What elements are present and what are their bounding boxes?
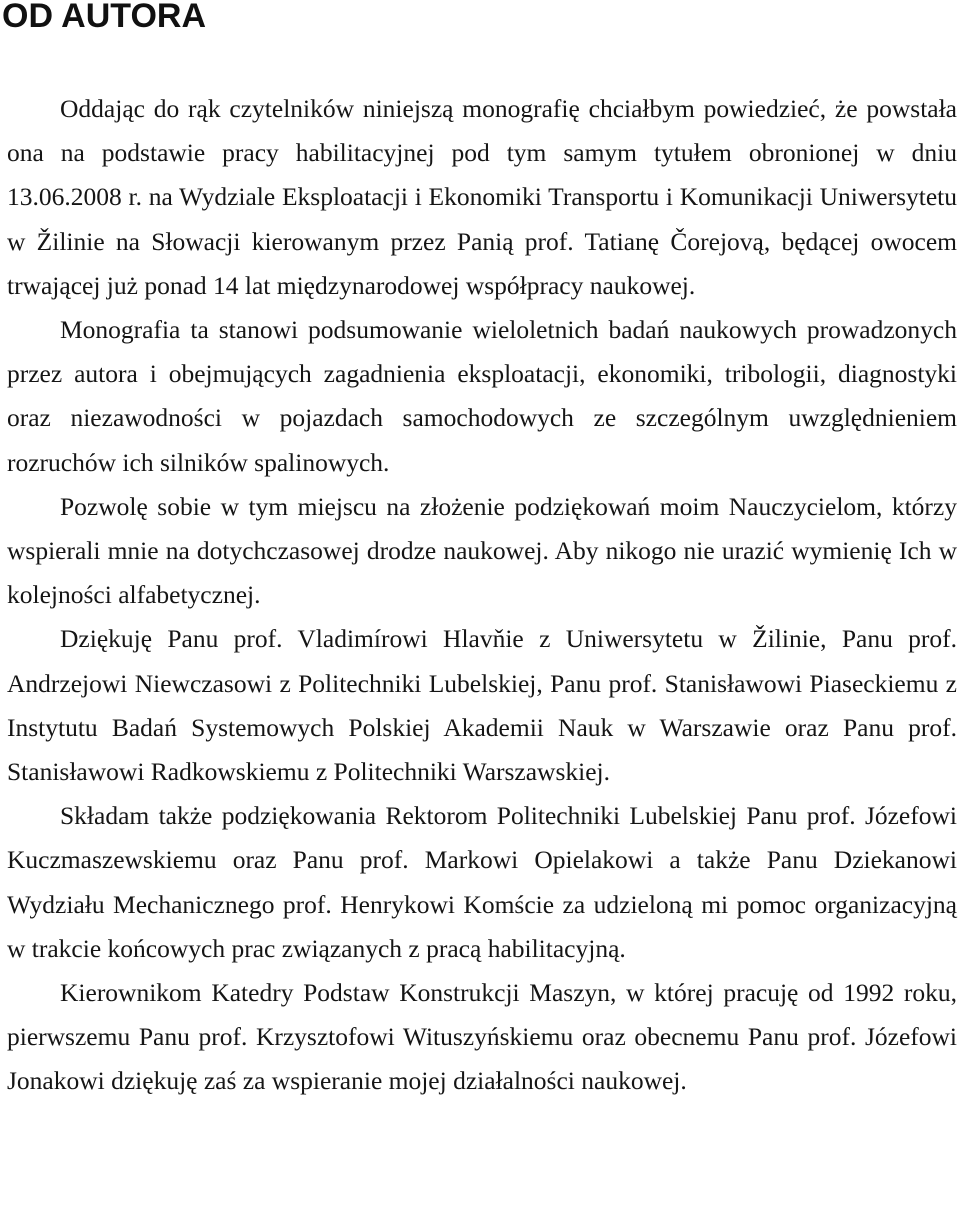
paragraph-intro: Oddając do rąk czytelników niniejszą monografię chciałbym powiedzieć, że powstała ona na podstawie pracy habilitacyjnej pod tym samym tytułem obronionej w dniu 13.06.2008 r. na Wydziale Eksploatacji i Ekonomiki Transportu i Komunikacji Uniwersytetu w Žilinie na Słowacji kierowanym przez Panią prof. Tatianę Čorejovą, będącej owocem trwającej już ponad 14 lat międzynarodowej współpracy naukowej. (7, 94, 957, 300)
body-text (7, 87, 957, 1104)
paragraph-thanks-rectors: Składam także podziękowania Rektorom Politechniki Lubelskiej Panu prof. Józefowi Kuczmaszewskiemu oraz Panu prof. Markowi Opielakowi a także Panu Dziekanowi Wydziału Mechanicznego prof. Henrykowi Komście za udzieloną mi pomoc organizacyjną w trakcie końcowych prac związanych z pracą habilitacyjną. (7, 801, 957, 963)
paragraph-thanks-intro: Pozwolę sobie w tym miejscu na złożenie podziękowań moim Nauczycielom, którzy wspierali mnie na dotychczasowej drodze naukowej. Aby nikogo nie urazić wymienię Ich w kolejności alfabetycznej. (7, 491, 957, 610)
section-heading: OD AUTORA (2, 0, 206, 35)
paragraph-thanks-department: Kierownikom Katedry Podstaw Konstrukcji Maszyn, w której pracuję od 1992 roku, pierwszemu Panu prof. Krzysztofowi Wituszyńskiemu oraz obecnemu Panu prof. Józefowi Jonakowi dziękuję zaś za wspieranie mojej działalności naukowej. (7, 978, 957, 1096)
paragraph-monograph-summary: Monografia ta stanowi podsumowanie wieloletnich badań naukowych prowadzonych przez autora i obejmujących zagadnienia eksploatacji, ekonomiki, tribologii, diagnostyki oraz niezawodności w pojazdach samochodowych ze szczególnym uwzględnieniem rozruchów ich silników spalinowych. (7, 315, 957, 477)
paragraph-thanks-professors: Dziękuję Panu prof. Vladimírowi Hlavňie z Uniwersytetu w Žilinie, Panu prof. Andrzejowi Niewczasowi z Politechniki Lubelskiej, Panu prof. Stanisławowi Piaseckiemu z Instytutu Badań Systemowych Polskiej Akademii Nauk w Warszawie oraz Panu prof. Stanisławowi Radkowskiemu z Politechniki Warszawskiej. (7, 624, 957, 787)
